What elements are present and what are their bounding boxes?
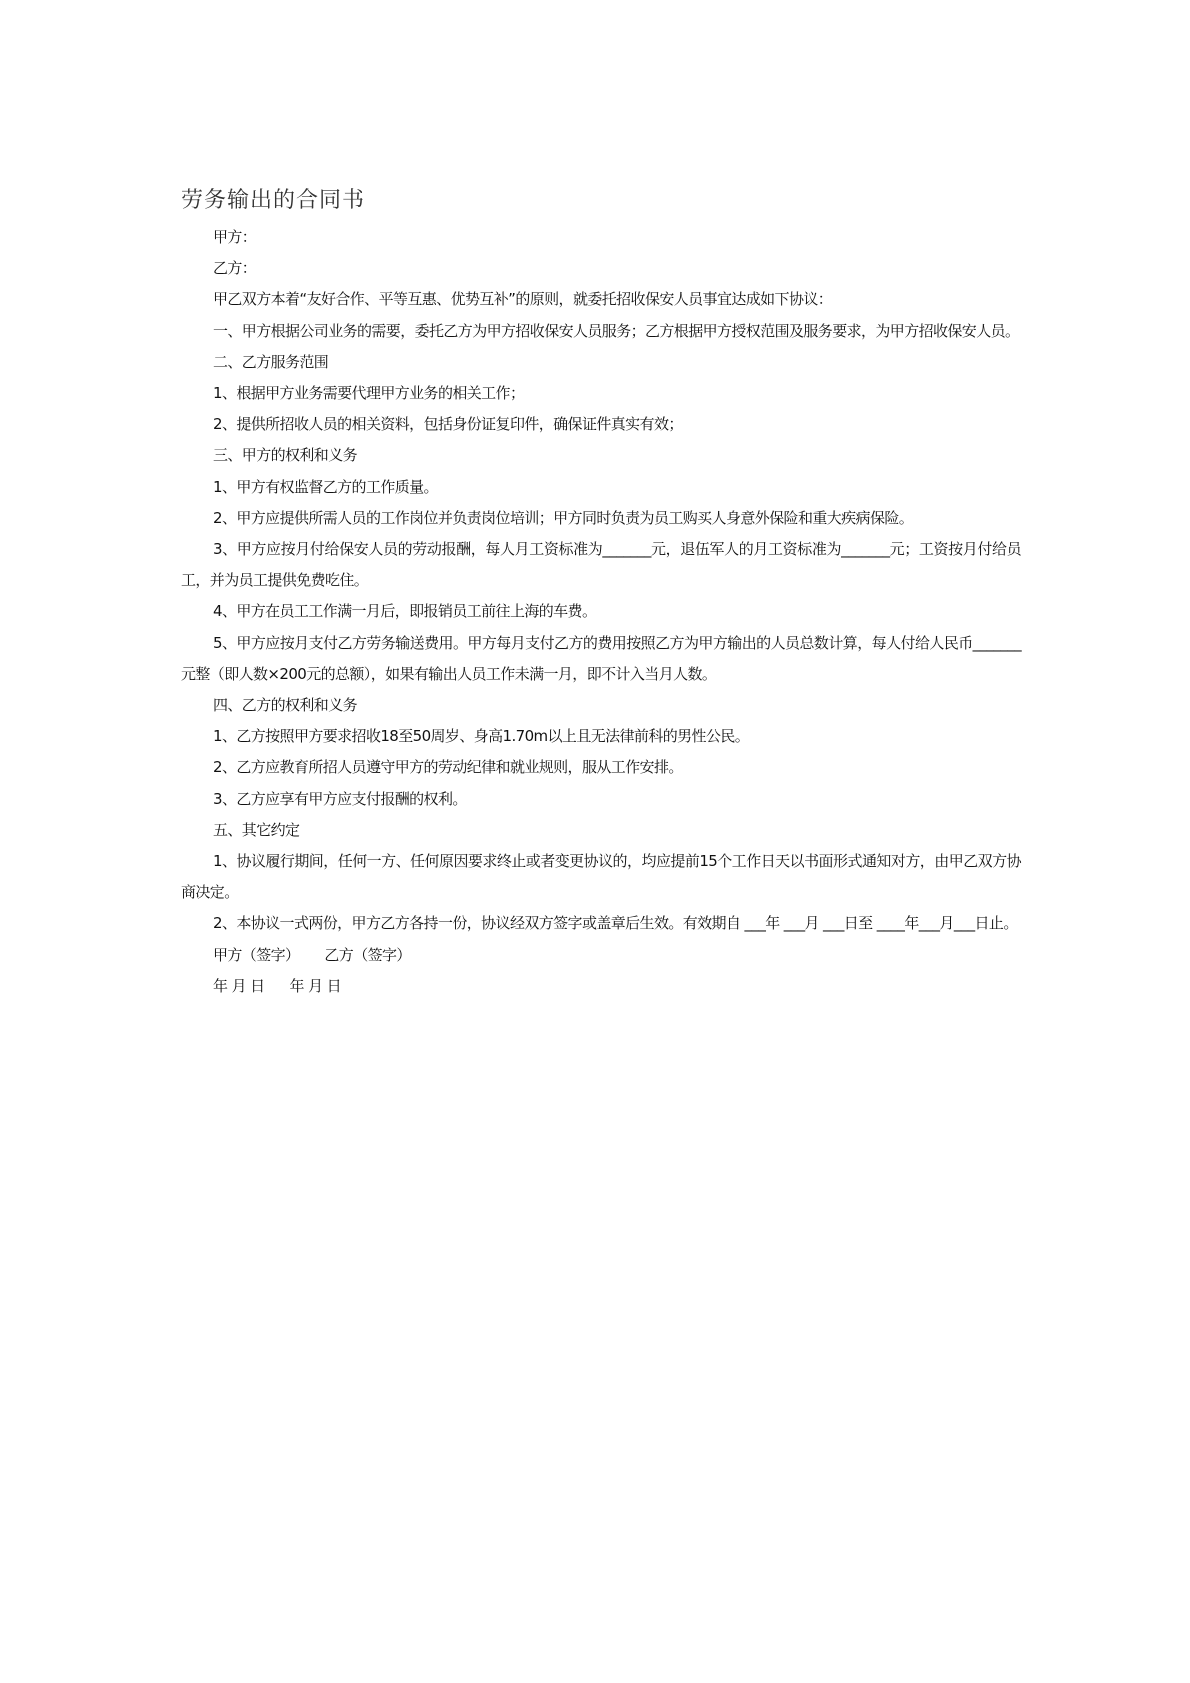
section-3-heading: 三、甲方的权利和义务 [213, 446, 358, 465]
section-3-item-3: 3、甲方应按月付给保安人员的劳动报酬，每人月工资标准为_______元，退伍军人的月工资标准为_______元；工资按月付给员工，并为员工提供免费吃住。 [181, 540, 1021, 590]
party-a-label: 甲方： [213, 228, 257, 246]
section-2-heading: 二、乙方服务范围 [213, 352, 329, 371]
section-1-heading: 一、甲方根据公司业务的需要，委托乙方为甲方招收保安人员服务；乙方根据甲方授权范围及服务要求，为甲方招收保安人员。 [213, 321, 1020, 340]
section-2-item-1: 1、根据甲方业务需要代理甲方业务的相关工作； [213, 384, 525, 403]
section-5-item-2: 2、本协议一式两份，甲方乙方各持一份，协议经双方签字或盖章后生效。有效期自 ___年 ___月 ___日至 ____年___月___日止。 [213, 914, 1018, 933]
document-title: 劳务输出的合同书 [181, 188, 366, 213]
section-3-item-5: 5、甲方应按月支付乙方劳务输送费用。甲方每月支付乙方的费用按照乙方为甲方输出的人员总数计算，每人付给人民币_______元整（即人数×200元的总额），如果有输出人员工作未满一月，即不计入当月人数。 [181, 633, 1021, 683]
section-5-item-1: 1、协议履行期间，任何一方、任何原因要求终止或者变更协议的，均应提前15个工作日天以书面形式通知对方，由甲乙双方协商决定。 [181, 852, 1021, 902]
date-line: 年 月 日 年 月 日 [213, 976, 342, 995]
section-4-item-2: 2、乙方应教育所招人员遵守甲方的劳动纪律和就业规则，服从工作安排。 [213, 758, 683, 777]
document-body [181, 222, 1021, 1002]
preamble: 甲乙双方本着“友好合作、平等互惠、优势互补”的原则，就委托招收保安人员事宜达成如下协议： [213, 290, 833, 309]
section-4-item-3: 3、乙方应享有甲方应支付报酬的权利。 [213, 789, 467, 808]
section-5-heading: 五、其它约定 [213, 820, 300, 839]
section-2-item-2: 2、提供所招收人员的相关资料，包括身份证复印件，确保证件真实有效； [213, 415, 683, 434]
section-3-item-2: 2、甲方应提供所需人员的工作岗位并负责岗位培训；甲方同时负责为员工购买人身意外保险和重大疾病保险。 [213, 508, 914, 527]
section-3-item-1: 1、甲方有权监督乙方的工作质量。 [213, 477, 438, 496]
party-b-label: 乙方： [213, 259, 257, 278]
section-3-item-4: 4、甲方在员工工作满一月后，即报销员工前往上海的车费。 [213, 602, 597, 621]
section-4-item-1: 1、乙方按照甲方要求招收18至50周岁、身高1.70m以上且无法律前科的男性公民。 [213, 727, 750, 746]
section-4-heading: 四、乙方的权利和义务 [213, 696, 358, 715]
signature-line: 甲方（签字） 乙方（签字） [213, 945, 411, 964]
